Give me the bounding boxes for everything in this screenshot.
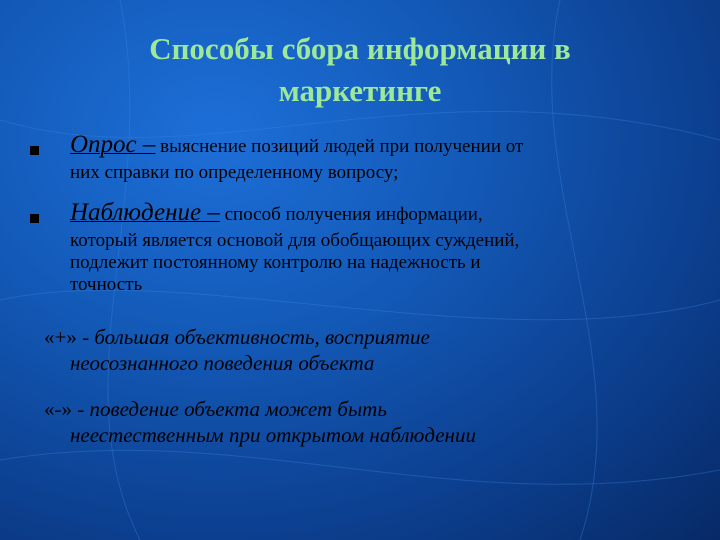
slide-title — [90, 28, 630, 112]
bullet-text-continued: который является основой для обобщающих суждений, — [70, 230, 520, 251]
bullet-text-continued: подлежит постоянному контролю на надежность и — [70, 252, 481, 273]
bullet-text: способ получения информации, — [224, 204, 483, 225]
note-text: - поведение объекта может быть — [72, 397, 387, 421]
note-text: - большая объективность, восприятие — [76, 325, 430, 349]
note-pro — [44, 324, 684, 376]
note-con — [44, 396, 684, 448]
note-mark: «+» — [44, 325, 77, 349]
bullet-item-survey — [70, 131, 680, 184]
bullet-text-continued: них справки по определенному вопросу; — [70, 162, 399, 183]
bullet-square-icon — [30, 146, 39, 155]
note-text-continued: неестественным при открытом наблюдении — [70, 423, 476, 447]
bullet-term: Опрос – — [70, 131, 156, 158]
bullet-text: выяснение позиций людей при получении от — [160, 136, 524, 157]
bullet-square-icon — [30, 214, 39, 223]
bullet-text-continued: точность — [70, 274, 143, 295]
bullet-term: Наблюдение – — [70, 199, 220, 226]
note-text-continued: неосознанного поведения объекта — [70, 351, 375, 375]
title-line-2: маркетинге — [278, 73, 442, 108]
note-mark: «-» — [44, 397, 72, 421]
title-line-1: Способы сбора информации в — [149, 31, 571, 66]
bullet-item-observation — [70, 199, 680, 296]
